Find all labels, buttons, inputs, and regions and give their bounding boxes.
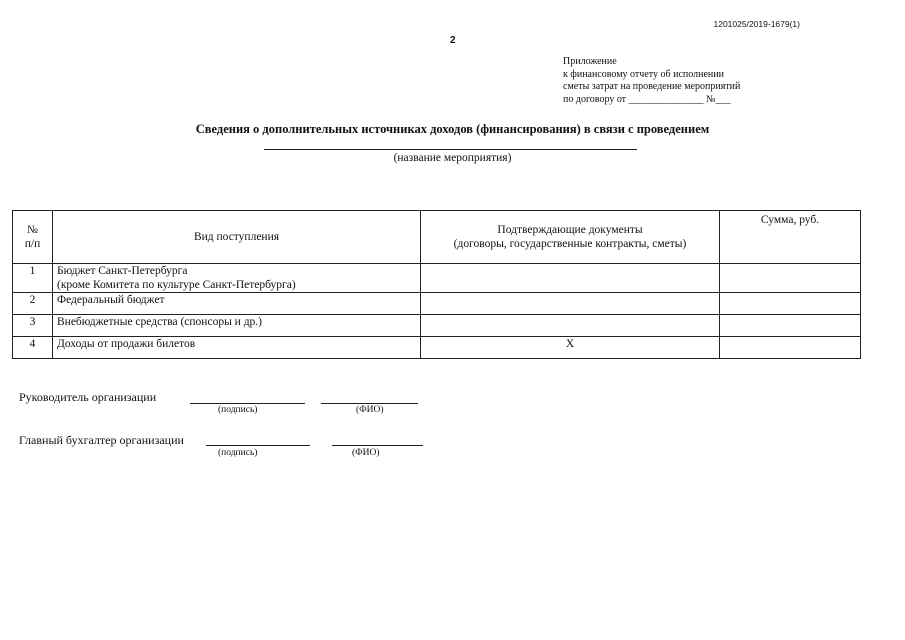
column-header-type: Вид поступления: [53, 211, 421, 264]
table-header-row: [13, 211, 861, 264]
header-text: №: [27, 224, 38, 236]
page-number: 2: [450, 35, 456, 46]
appendix-line: к финансовому отчету об исполнении: [563, 68, 724, 80]
row-type: [53, 337, 421, 359]
row-type: [53, 315, 421, 337]
accountant-signature-caption: (подпись): [218, 448, 258, 458]
head-signature-line[interactable]: [190, 403, 305, 404]
row-number: 2: [13, 293, 53, 315]
row-documents[interactable]: [421, 264, 720, 293]
table-row: [13, 337, 861, 359]
event-name-line: [264, 149, 637, 150]
accountant-signature-line[interactable]: [206, 445, 310, 446]
column-header-number: [13, 211, 53, 264]
row-documents[interactable]: [421, 293, 720, 315]
row-type-line: Федеральный бюджет: [57, 294, 165, 306]
income-sources-table: [12, 210, 861, 359]
row-type-line: Доходы от продажи билетов: [57, 338, 196, 350]
row-type-line: Бюджет Санкт-Петербурга: [57, 265, 188, 277]
header-text: п/п: [24, 238, 41, 250]
appendix-line: Приложение: [563, 56, 617, 67]
table-row: [13, 293, 861, 315]
row-sum[interactable]: [720, 315, 861, 337]
row-number: 4: [13, 337, 53, 359]
row-type: [53, 293, 421, 315]
document-number: 1201025/2019-1679(1): [713, 19, 800, 29]
appendix-line: по договору от _______________ №___: [563, 93, 731, 105]
header-text: (договоры, государственные контракты, сметы): [453, 238, 687, 250]
row-type-line: Внебюджетные средства (спонсоры и др.): [57, 316, 263, 328]
appendix-note: [563, 56, 740, 106]
column-header-documents: [421, 211, 720, 264]
head-name-line[interactable]: [321, 403, 418, 404]
head-signature-label: Руководитель организации: [19, 390, 157, 404]
page-title: Сведения о дополнительных источниках доходов (финансирования) в связи с проведением: [195, 122, 710, 136]
row-documents[interactable]: [421, 315, 720, 337]
row-number: 1: [13, 264, 53, 293]
table-row: [13, 264, 861, 293]
row-type: [53, 264, 421, 293]
row-documents-mark: Х: [421, 337, 720, 359]
row-number: 3: [13, 315, 53, 337]
table-row: [13, 315, 861, 337]
row-sum[interactable]: [720, 264, 861, 293]
row-type-line: (кроме Комитета по культуре Санкт-Петербурга): [57, 279, 296, 291]
accountant-name-line[interactable]: [332, 445, 423, 446]
column-header-sum: Сумма, руб.: [720, 211, 861, 264]
head-name-caption: (ФИО): [356, 405, 384, 415]
appendix-line: сметы затрат на проведение мероприятий: [563, 81, 741, 92]
header-text: Подтверждающие документы: [497, 224, 643, 236]
accountant-signature-label: Главный бухгалтер организации: [19, 433, 184, 447]
event-name-caption: (название мероприятия): [393, 152, 512, 164]
head-signature-caption: (подпись): [218, 405, 258, 415]
accountant-name-caption: (ФИО): [352, 448, 380, 458]
row-sum[interactable]: [720, 293, 861, 315]
row-sum[interactable]: [720, 337, 861, 359]
